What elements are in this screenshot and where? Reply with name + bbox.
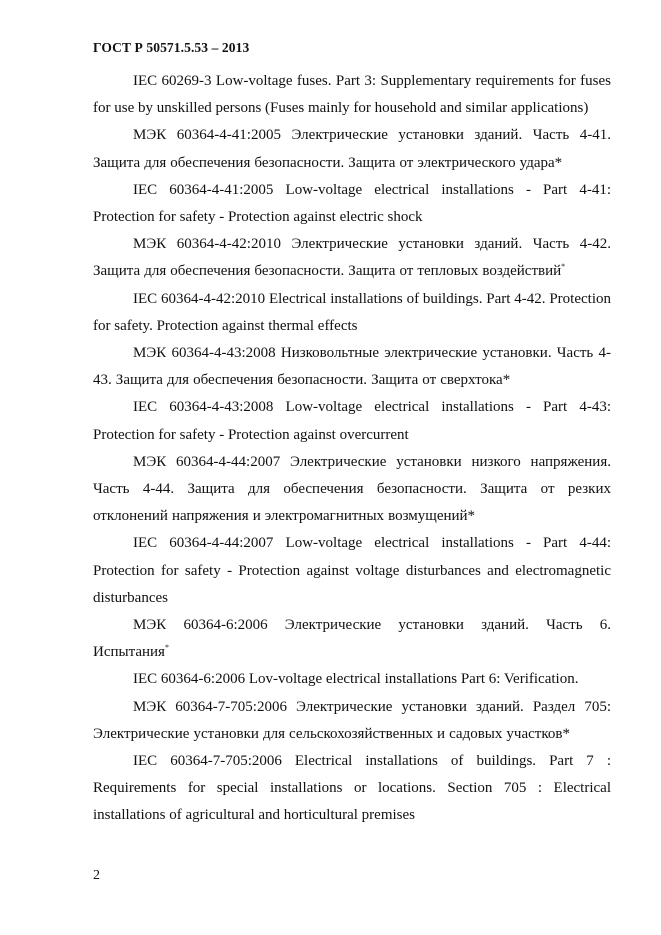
- reference-entry: [93, 122, 611, 176]
- reference-text: МЭК 60364-4-41:2005 Электрические установки зданий. Часть 4-41. Защита для обеспечения безопасности. Защита от электрического удара*: [93, 127, 611, 171]
- references-list: [93, 68, 611, 830]
- reference-entry: [93, 340, 611, 394]
- reference-entry: [93, 748, 611, 830]
- footnote-mark: *: [561, 262, 566, 272]
- reference-text: МЭК 60364-4-42:2010 Электрические установки зданий. Часть 4-42. Защита для обеспечения безопасности. Защита от тепловых воздействий: [93, 236, 611, 280]
- reference-entry: [93, 530, 611, 612]
- reference-entry: [93, 449, 611, 531]
- reference-text: МЭК 60364-6:2006 Электрические установки зданий. Часть 6. Испытания: [93, 617, 611, 661]
- reference-text: IEC 60364-6:2006 Lov-voltage electrical installations Part 6: Verification.: [133, 671, 579, 688]
- reference-entry: [93, 286, 611, 340]
- reference-entry: [93, 231, 611, 285]
- reference-entry: [93, 612, 611, 666]
- reference-text: IEC 60364-4-41:2005 Low-voltage electrical installations - Part 4-41: Protection for safety - Protection against electric shock: [93, 181, 611, 226]
- reference-text: IEC 60364-4-43:2008 Low-voltage electrical installations - Part 4-43: Protection for safety - Protection against overcurrent: [93, 399, 611, 443]
- page-number: 2: [93, 868, 100, 883]
- reference-text: IEC 60364-7-705:2006 Electrical installations of buildings. Part 7 : Requirements for special installations or locations. Section 705 : Electrical installations of agricultural and horticultural premises: [93, 753, 611, 824]
- reference-text: МЭК 60364-4-44:2007 Электрические установки низкого напряжения. Часть 4-44. Защита для обеспечения безопасности. Защита от резких отклонений напряжения и электромагнитных возмущений*: [93, 453, 611, 525]
- reference-text: IEC 60364-4-44:2007 Low-voltage electrical installations - Part 4-44: Protection for safety - Protection against voltage disturbances and electromagnetic disturbances: [93, 535, 611, 606]
- reference-entry: [93, 666, 611, 693]
- reference-text: МЭК 60364-7-705:2006 Электрические установки зданий. Раздел 705: Электрические установки для сельскохозяйственных и садовых участков*: [93, 698, 611, 742]
- footnote-mark: *: [164, 643, 169, 653]
- reference-text: МЭК 60364-4-43:2008 Низковольтные электрические установки. Часть 4-43. Защита для обеспечения безопасности. Защита от сверхтока*: [93, 345, 611, 389]
- reference-entry: [93, 68, 611, 122]
- reference-entry: [93, 694, 611, 748]
- reference-text: IEC 60269-3 Low-voltage fuses. Part 3: Supplementary requirements for fuses for use by unskilled persons (Fuses mainly for household and similar applications): [93, 73, 611, 117]
- page-header: ГОСТ Р 50571.5.53 – 2013: [93, 40, 250, 55]
- reference-entry: [93, 394, 611, 448]
- reference-text: IEC 60364-4-42:2010 Electrical installations of buildings. Part 4-42. Protection for safety. Protection against thermal effects: [93, 290, 611, 334]
- reference-entry: [93, 177, 611, 231]
